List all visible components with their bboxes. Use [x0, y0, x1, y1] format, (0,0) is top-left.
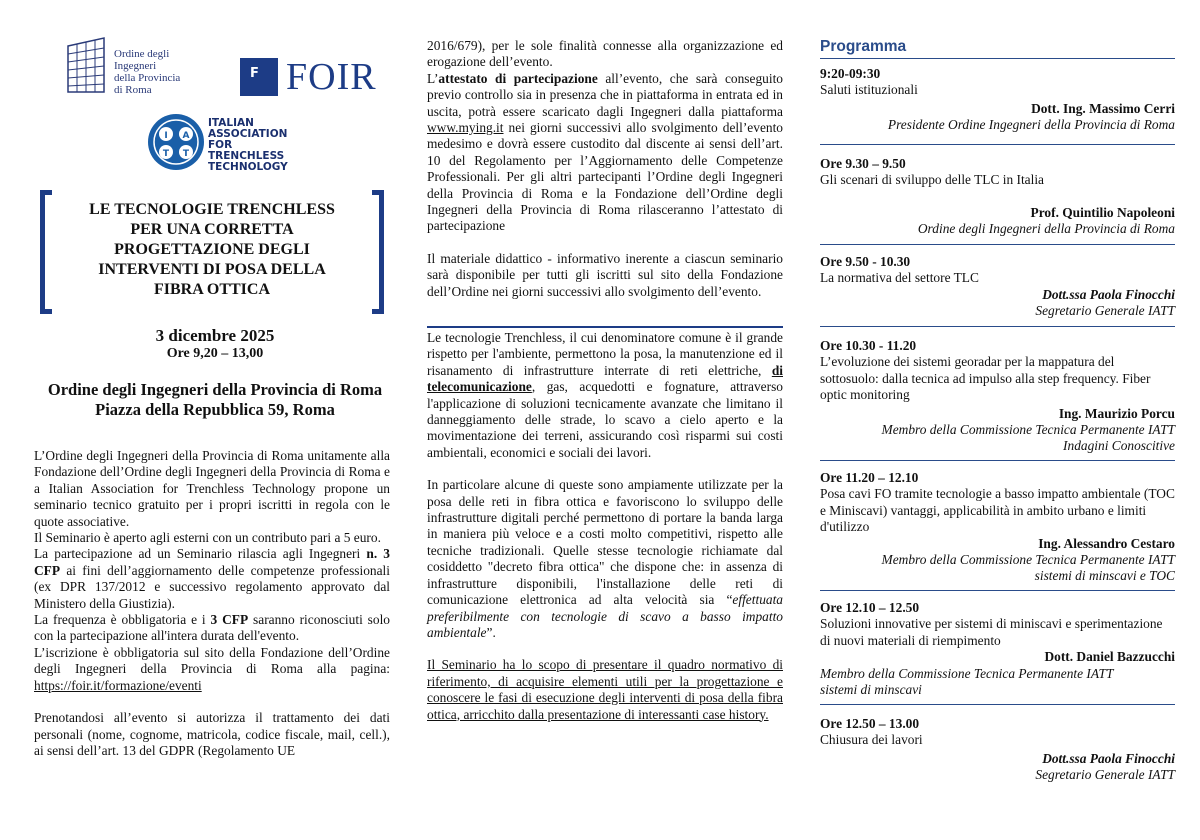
slot-time: Ore 11.20 – 12.10 — [820, 470, 919, 485]
slot-role: Ordine degli Ingegneri della Provincia di Roma — [917, 221, 1175, 237]
slot-role: Segretario Generale IATT — [1035, 767, 1175, 783]
slot-topic: La normativa del settore TLC — [820, 270, 979, 286]
programme-slot — [820, 470, 1175, 585]
slot-time: Ore 12.50 – 13.00 — [820, 716, 920, 731]
slot-speaker: Dott.ssa Paola Finocchi — [1042, 750, 1175, 766]
slot-speaker: Ing. Maurizio Porcu — [1058, 405, 1175, 421]
programme-slot — [820, 716, 1175, 784]
slot-time: 9:20-09:30 — [820, 66, 881, 81]
external-fee-paragraph: Il Seminario è aperto agli esterni con un contributo pari a 5 euro. — [34, 530, 381, 546]
event-venue — [34, 380, 396, 420]
material-paragraph: Il materiale didattico - informativo inerente a ciascun seminario sarà disponibile per tutti gli iscritti sul sito della Fondazione dell’Ordine nei giorni successivi allo svolgimento dell’evento. — [427, 250, 783, 299]
title-line: INTERVENTI DI POSA DELLA — [98, 261, 326, 278]
venue-address: Piazza della Repubblica 59, Roma — [95, 400, 335, 419]
registration-paragraph: L’iscrizione è obbligatoria sul sito della Fondazione dell’Ordine degli Ingegneri della Provincia di Roma alla pagina: https://foir.it/formazione/eventi — [34, 644, 390, 693]
iatt-logo — [146, 112, 306, 174]
slot-speaker: Ing. Alessandro Cestaro — [1038, 535, 1175, 551]
programme-title: Programma — [820, 38, 907, 55]
foir-wordmark: FOIR — [286, 56, 377, 98]
slot-separator — [820, 704, 1175, 705]
iatt-logo-line1: ITALIAN — [208, 117, 254, 129]
programme-slot — [820, 156, 1175, 238]
right-bracket — [372, 190, 384, 314]
slot-topic: Saluti istituzionali — [820, 82, 918, 98]
privacy-continued: 2016/679), per le sole finalità connesse alla organizzazione ed erogazione dell’evento. — [427, 38, 783, 70]
programme-column — [820, 0, 1175, 840]
registration-link[interactable]: https://foir.it/formazione/eventi — [34, 677, 202, 693]
attendance-paragraph: La frequenza è obbligatoria e i 3 CFP saranno riconosciuti solo con la partecipazione all'intera durata dell'evento. — [34, 612, 390, 644]
building-icon — [64, 36, 108, 94]
iatt-logo-line4: TRENCHLESS — [208, 150, 285, 162]
programme-slot — [820, 66, 1175, 134]
left-bracket — [40, 190, 52, 314]
ordine-logo-line2: della Provincia — [114, 72, 181, 84]
event-date: 3 dicembre 2025 — [155, 326, 275, 345]
iatt-logo-line5: TECHNOLOGY — [208, 161, 288, 173]
cfp-paragraph: La partecipazione ad un Seminario rilascia agli Ingegneri n. 3 CFP ai fini dell’aggiornamento delle competenze professionali (ex DPR 137/2012 e successivo regolamento approvato dal Ministero della Giustizia). — [34, 546, 390, 611]
slot-time: Ore 12.10 – 12.50 — [820, 600, 920, 615]
slot-topic: L’evoluzione dei sistemi georadar per la mappatura del sottosuolo: dalla tecnica ad impulso alla step frequency. Fiber optic monitoring — [820, 354, 1151, 403]
slot-topic: Posa cavi FO tramite tecnologie a basso impatto ambientale (TOC e Miniscavi) vantaggi, applicabilità in ambito urbano e limiti d'utilizzo — [820, 486, 1175, 535]
fiber-paragraph: In particolare alcune di queste sono ampiamente utilizzate per la posa delle reti in fibra ottica e favoriscono lo sviluppo delle infrastrutture digitali perché permettono di portare la banda larga in maniera più veloce e a costi molto competitivi, rispetto alle tecniche tradizionali. Quelle stesse tecnologie richiamate dal cosiddetto "decreto fibra ottica" che dispone che: in assenza di infrastrutture disponibili, l'installazione delle reti di comunicazione elettronica ad alta velocità sia “effettuata preferibilmente con tecnologie di scavo a basso impatto ambientale”. — [427, 477, 783, 640]
certificate-text — [427, 38, 783, 300]
slot-role: Membro della Commissione Tecnica Permanente IATT — [820, 665, 1114, 681]
slot-speaker: Dott. Daniel Bazzucchi — [1044, 649, 1175, 665]
middle-column — [427, 0, 783, 840]
slot-speaker: Prof. Quintilio Napoleoni — [1030, 204, 1175, 220]
privacy-paragraph: Prenotandosi all’evento si autorizza il trattamento dei dati personali (nome, cognome, matricola, codice fiscale, mail, cell.), ai sensi dell’art. 13 del GDPR (Regolamento UE — [34, 710, 390, 758]
foir-mark-icon: F — [240, 58, 278, 96]
ordine-logo-line1: Ordine degli Ingegneri — [114, 48, 170, 72]
title-line: PROGETTAZIONE DEGLI — [114, 241, 310, 258]
trenchless-paragraph: Le tecnologie Trenchless, il cui denominatore comune è il grande rispetto per l'ambiente, permettono la posa, la manutenzione ed il risanamento di infrastrutture interrate di reti elettriche, di telecomunicazione, gas, acquedotti e fognature, attraverso l'applicazione di soluzioni tecnicamente avanzate che limitano il danneggiamento delle strade, lo scavo a cielo aperto e la movimentazione dei terreni, assicurando così risparmi sui costi ambientali, economici e sociali dei lavori. — [427, 330, 783, 460]
trenchless-description — [427, 330, 783, 723]
title-line: LE TECNOLOGIE TRENCHLESS — [89, 201, 335, 218]
ordine-ingegneri-logo — [64, 36, 214, 96]
slot-role: Presidente Ordine Ingegneri della Provincia di Roma — [887, 117, 1175, 133]
svg-text:T: T — [182, 149, 190, 159]
certificate-paragraph: L’attestato di partecipazione all’evento, che sarà conseguito previo controllo sia in presenza che in piattaforma in entrata ed in uscita, potrà essere scaricato dagli Ingegneri dalla piattaforma www.mying.it nei giorni successivi allo svolgimento dell’evento medesimo e dovrà essere custodito dal discente ai sensi dell’art. 10 del Regolamento per l’Aggiornamento delle Competenze Professionali. Per gli altri partecipanti l’Ordine degli Ingegneri della Provincia di Roma e la Fondazione dell’Ordine degli Ingegneri della Provincia di Roma rilasceranno l’attestato di partecipazione — [427, 70, 783, 234]
title-line: PER UNA CORRETTA — [130, 221, 294, 238]
slot-role-detail: sistemi di minscavi — [820, 682, 922, 698]
venue-name: Ordine degli Ingegneri della Provincia di Roma — [47, 380, 383, 399]
slot-role: Segretario Generale IATT — [1035, 303, 1175, 319]
left-column — [34, 0, 396, 840]
svg-text:T: T — [162, 149, 170, 159]
iatt-logo-line2: ASSOCIATION — [208, 128, 288, 140]
intro-paragraph: L’Ordine degli Ingegneri della Provincia di Roma unitamente alla Fondazione dell’Ordine degli Ingegneri della Provincia di Roma e a Italian Association for Trenchless Technology propone un seminario tecnico gratuito per i propri iscritti in regola con le quote associative. — [34, 448, 390, 529]
iatt-logo-line3: FOR — [208, 139, 233, 151]
iatt-emblem-icon — [146, 112, 206, 172]
slot-separator — [820, 460, 1175, 461]
programme-slot — [820, 600, 1175, 698]
slot-topic: Soluzioni innovative per sistemi di miniscavi e sperimentazione di nuovi materiali di riempimento — [820, 616, 1163, 648]
section-divider — [427, 326, 783, 328]
slot-separator — [820, 326, 1175, 327]
slot-speaker: Dott.ssa Paola Finocchi — [1042, 286, 1175, 302]
intro-text — [34, 448, 390, 759]
svg-text:I: I — [164, 131, 168, 141]
programme-rule — [820, 58, 1175, 59]
seminar-title — [62, 200, 362, 300]
svg-text:A: A — [182, 131, 190, 141]
title-line: FIBRA OTTICA — [153, 281, 271, 298]
slot-role-detail: sistemi di minscavi e TOC — [1034, 568, 1175, 584]
slot-time: Ore 9.30 – 9.50 — [820, 156, 906, 171]
slot-time: Ore 10.30 - 11.20 — [820, 338, 917, 353]
slot-separator — [820, 590, 1175, 591]
slot-role: Membro della Commissione Tecnica Permanente IATT — [881, 552, 1175, 568]
programme-slot — [820, 254, 1175, 320]
slot-role: Membro della Commissione Tecnica Permanente IATT — [881, 422, 1175, 438]
slot-separator — [820, 144, 1175, 145]
programme-slot — [820, 338, 1175, 455]
slot-topic: Chiusura dei lavori — [820, 732, 923, 748]
seminar-goal-paragraph: Il Seminario ha lo scopo di presentare il quadro normativo di riferimento, di acquisire elementi utili per la progettazione e conoscere le fasi di esecuzione degli interventi di posa della fibra ottica, arricchito dalla presentazione di interessanti case history. — [427, 657, 783, 722]
event-time: Ore 9,20 – 13,00 — [166, 346, 264, 361]
slot-time: Ore 9.50 - 10.30 — [820, 254, 911, 269]
slot-separator — [820, 244, 1175, 245]
slot-topic: Gli scenari di sviluppo delle TLC in Italia — [820, 172, 1044, 188]
ordine-logo-line3: di Roma — [114, 84, 152, 96]
mying-link[interactable]: www.mying.it — [427, 120, 504, 136]
slot-role-detail: Indagini Conoscitive — [1063, 438, 1175, 454]
slot-speaker: Dott. Ing. Massimo Cerri — [1031, 100, 1175, 116]
foir-logo — [240, 56, 390, 100]
seminar-title-box — [40, 190, 384, 314]
